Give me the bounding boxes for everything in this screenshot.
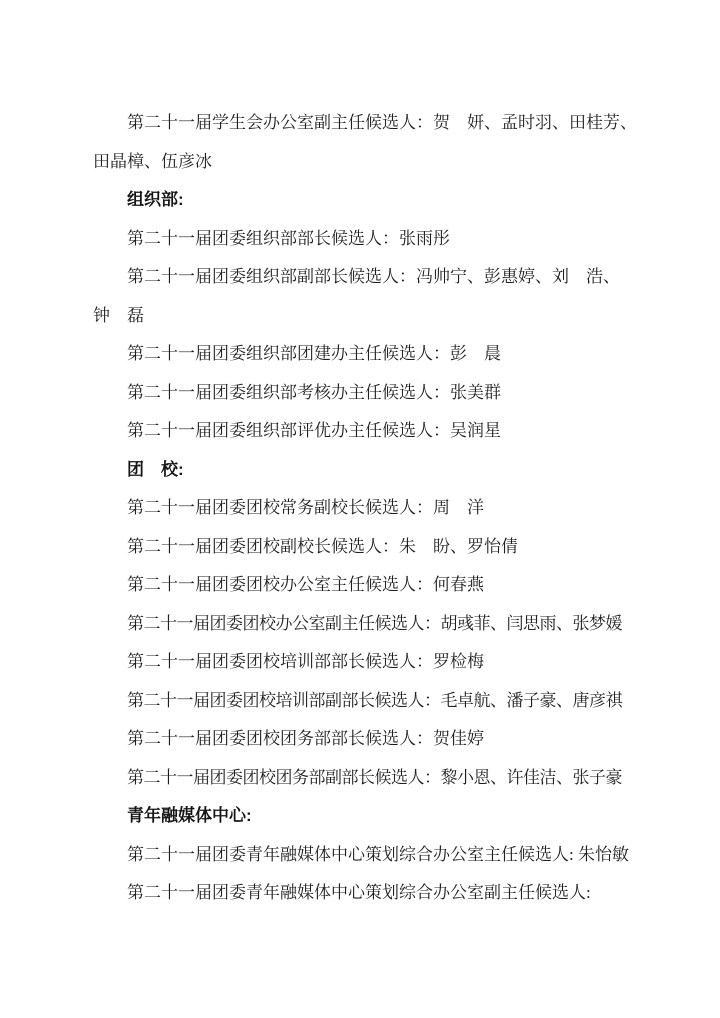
doc-line-media-office-deputy: 第二十一届团委青年融媒体中心策划综合办公室副主任候选人: <box>127 883 591 902</box>
section-heading-organization-dept: 组织部: <box>127 190 184 209</box>
doc-line-orgdept-deputy: 第二十一届团委组织部副部长候选人：冯帅宁、彭惠婷、刘 浩、 <box>127 267 620 286</box>
doc-line-orgdept-kaohe-office: 第二十一届团委组织部考核办主任候选人：张美群 <box>127 382 501 402</box>
doc-line-school-office-director: 第二十一届团委团校办公室主任候选人：何春燕 <box>127 575 484 594</box>
doc-line-school-exec-vice-principal: 第二十一届团委团校常务副校长候选人：周 洋 <box>127 498 484 517</box>
section-heading-league-school: 团 校: <box>127 459 184 479</box>
text-block <box>93 104 653 913</box>
doc-line-school-office-deputy: 第二十一届团委团校办公室副主任候选人：胡彧菲、闫思雨、张梦媛 <box>127 613 622 633</box>
doc-line-wrap-continuation: 钟 磊 <box>93 305 144 325</box>
doc-line-student-union-office-deputy: 第二十一届学生会办公室副主任候选人：贺 妍、孟时羽、田桂芳、 <box>127 113 637 132</box>
doc-line-school-training-deputy: 第二十一届团委团校培训部副部长候选人：毛卓航、潘子豪、唐彦祺 <box>127 690 622 710</box>
doc-line-media-office-director: 第二十一届团委青年融媒体中心策划综合办公室主任候选人: 朱怡敏 <box>127 844 629 864</box>
doc-line-school-affairs-head: 第二十一届团委团校团务部部长候选人：贺佳婷 <box>127 729 484 748</box>
doc-line-orgdept-pingyou-office: 第二十一届团委组织部评优办主任候选人：吴润星 <box>127 421 501 440</box>
doc-line-wrap-continuation: 田晶樟、伍彦冰 <box>93 151 212 171</box>
doc-line-school-affairs-deputy: 第二十一届团委团校团务部副部长候选人：黎小恩、许佳洁、张子豪 <box>127 767 622 787</box>
doc-line-orgdept-tuanjian-office: 第二十一届团委组织部团建办主任候选人：彭 晨 <box>127 344 501 363</box>
doc-line-orgdept-head: 第二十一届团委组织部部长候选人：张雨彤 <box>127 228 450 248</box>
doc-line-school-vice-principal: 第二十一届团委团校副校长候选人：朱 盼、罗怡倩 <box>127 536 518 556</box>
section-heading-media-center: 青年融媒体中心: <box>127 806 252 825</box>
doc-line-school-training-head: 第二十一届团委团校培训部部长候选人：罗检梅 <box>127 652 484 671</box>
